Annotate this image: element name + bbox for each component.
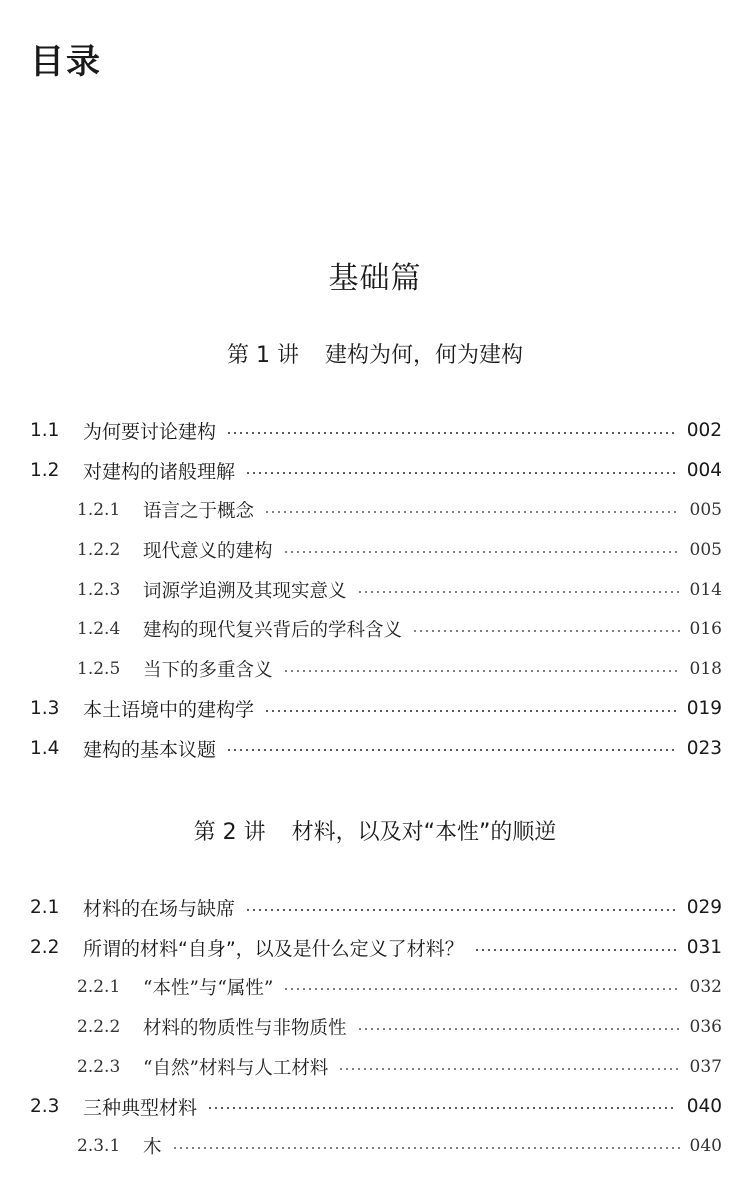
toc-subentry[interactable] (30, 967, 722, 1007)
toc-entry-number: 1.2 (30, 460, 60, 482)
toc-entry-page: 029 (686, 897, 722, 919)
toc-entry-number: 2.1 (30, 897, 60, 919)
toc-leader-dots (172, 1147, 680, 1149)
toc-entry-number: 1.2.3 (77, 579, 121, 600)
toc-leader-dots (338, 1068, 679, 1070)
toc-entry-title: “自然”材料与人工材料 (143, 1057, 329, 1079)
toc-leader-dots (357, 1028, 680, 1030)
toc-entry-page: 023 (686, 737, 722, 759)
toc-entry[interactable] (30, 689, 722, 729)
toc-entry-number: 1.2.2 (77, 539, 121, 560)
toc-entry-number: 1.2.4 (77, 619, 121, 640)
toc-subentry[interactable] (30, 490, 722, 530)
toc-leader-dots (226, 432, 677, 434)
toc-entry-number: 2.2.3 (77, 1056, 121, 1077)
lecture-1-title: 建构为何，何为建构 (324, 343, 523, 368)
toc-entry-number: 1.2.5 (77, 658, 121, 679)
toc-entry-number: 1.1 (30, 420, 60, 442)
toc-leader-dots (357, 591, 680, 593)
toc-subentry[interactable] (30, 570, 722, 610)
toc-entry-number: 1.4 (30, 737, 60, 759)
toc-entry[interactable] (30, 451, 722, 491)
toc-entry-title: 三种典型材料 (83, 1096, 198, 1119)
toc-subentry[interactable] (30, 1126, 722, 1166)
toc-entry-title: 本土语境中的建构学 (83, 699, 255, 722)
toc-entry-title: “本性”与“属性” (143, 978, 274, 1000)
toc-entry[interactable] (30, 928, 722, 968)
toc-leader-dots (226, 749, 677, 751)
toc-leader-dots (283, 988, 679, 990)
toc-entry-number: 2.3.1 (77, 1135, 121, 1156)
toc-entry-title: 词源学追溯及其现实意义 (143, 580, 347, 602)
toc-entry[interactable] (30, 729, 722, 769)
toc-leader-dots (245, 472, 677, 474)
toc-entry-number: 2.2.2 (77, 1016, 121, 1037)
toc-entry[interactable] (30, 411, 722, 451)
toc-subentry[interactable] (30, 530, 722, 570)
toc-entry-number: 2.2.1 (77, 977, 121, 998)
toc-subentry[interactable] (30, 1007, 722, 1047)
toc-leader-dots (264, 511, 680, 513)
toc-leader-dots (412, 630, 680, 632)
toc-subentry[interactable] (30, 1047, 722, 1087)
toc-entry-number: 1.3 (30, 698, 60, 720)
toc-leader-dots (283, 551, 680, 553)
toc-entry-page: 040 (689, 1135, 722, 1156)
toc-entry-number: 2.2 (30, 937, 60, 959)
toc-entry-page: 018 (689, 658, 722, 679)
lecture-2-number: 第 2 讲 (193, 820, 266, 845)
toc-entry-page: 016 (689, 619, 722, 640)
toc-entry[interactable] (30, 888, 722, 928)
toc-subentry[interactable] (30, 649, 722, 689)
toc-entry[interactable] (30, 1086, 722, 1126)
part-title: 基础篇 (328, 261, 422, 296)
toc-entry-page: 040 (686, 1095, 722, 1117)
toc-entry-page: 014 (689, 579, 722, 600)
lecture-1-toc (30, 411, 722, 768)
toc-entry-page: 031 (686, 937, 722, 959)
toc-entry-page: 005 (689, 500, 722, 521)
toc-entry-page: 019 (686, 698, 722, 720)
toc-entry-title: 建构的现代复兴背后的学科含义 (143, 620, 403, 642)
toc-entry-title: 现代意义的建构 (143, 540, 273, 562)
toc-entry-title: 建构的基本议题 (83, 738, 217, 761)
toc-leader-dots (245, 909, 677, 911)
toc-entry-number: 1.2.1 (77, 500, 121, 521)
toc-leader-dots (283, 670, 680, 672)
toc-entry-title: 木 (143, 1136, 162, 1158)
toc-entry-page: 005 (689, 539, 722, 560)
toc-leader-dots (474, 949, 677, 951)
toc-leader-dots (207, 1107, 677, 1109)
toc-entry-title: 材料的在场与缺席 (83, 898, 236, 921)
toc-entry-number: 2.3 (30, 1095, 60, 1117)
lecture-2-toc (30, 888, 722, 1166)
toc-entry-page: 037 (689, 1056, 722, 1077)
page-title: 目录 (30, 42, 102, 82)
lecture-1-number: 第 1 讲 (227, 343, 299, 368)
toc-entry-title: 当下的多重含义 (143, 659, 273, 681)
toc-entry-page: 002 (686, 420, 722, 442)
toc-entry-title: 对建构的诸般理解 (83, 461, 236, 484)
toc-entry-page: 004 (686, 460, 722, 482)
toc-entry-page: 036 (689, 1016, 722, 1037)
toc-entry-title: 所谓的材料“自身”，以及是什么定义了材料？ (83, 938, 464, 961)
toc-entry-title: 语言之于概念 (143, 501, 255, 523)
lecture-2-title: 材料，以及对“本性”的顺逆 (291, 820, 557, 845)
toc-entry-page: 032 (689, 977, 722, 998)
toc-subentry[interactable] (30, 609, 722, 649)
toc-leader-dots (264, 710, 677, 712)
toc-entry-title: 材料的物质性与非物质性 (143, 1017, 347, 1039)
toc-entry-title: 为何要讨论建构 (83, 421, 217, 444)
lecture-1-heading (0, 338, 750, 369)
lecture-2-heading (0, 815, 750, 846)
